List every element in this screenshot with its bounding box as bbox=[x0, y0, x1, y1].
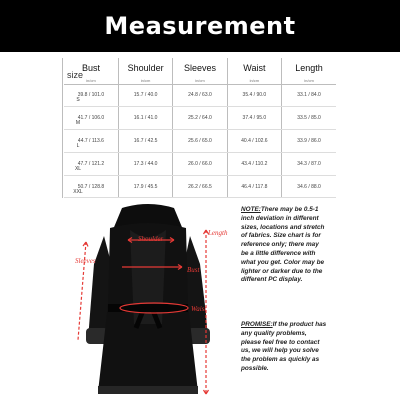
table-row bbox=[64, 107, 336, 130]
size-label: M bbox=[75, 120, 81, 126]
waist-label: Waist bbox=[191, 305, 207, 313]
table-cell: 40.4 / 102.6 bbox=[227, 130, 281, 153]
table-row bbox=[64, 130, 336, 153]
table-cell: 37.4 / 95.0 bbox=[227, 107, 281, 130]
table-cell: 25.6 / 65.0 bbox=[173, 130, 227, 153]
table-cell: 43.4 / 110.2 bbox=[227, 152, 281, 175]
note-label: NOTE: bbox=[241, 206, 261, 213]
table-cell: 26.0 / 66.0 bbox=[173, 152, 227, 175]
table-cell: 34.6 / 88.0 bbox=[282, 175, 336, 198]
page-title: Measurement bbox=[0, 0, 400, 52]
size-column-header: size bbox=[66, 70, 83, 80]
promise-label: PROMISE: bbox=[241, 321, 273, 328]
table-cell: 24.8 / 63.0 bbox=[173, 84, 227, 107]
bust-label: Bust bbox=[187, 266, 200, 274]
table-cell: 16.7 / 42.5 bbox=[118, 130, 172, 153]
table-cell: 50.7 / 128.8 bbox=[64, 175, 118, 198]
table-cell: 25.2 / 64.0 bbox=[173, 107, 227, 130]
table-cell: 35.4 / 90.0 bbox=[227, 84, 281, 107]
size-label: XL bbox=[74, 166, 82, 172]
table-cell: 26.2 / 66.5 bbox=[173, 175, 227, 198]
unit-label: in/cm bbox=[227, 78, 281, 84]
length-label: Length bbox=[208, 229, 228, 237]
unit-label: in/cm bbox=[282, 78, 336, 84]
promise-text: If the product has any quality problems, please feel free to contact us, we will help you solve the problem as quickly as possible. bbox=[241, 321, 327, 372]
size-deviation-note bbox=[241, 206, 327, 285]
table-cell: 17.9 / 45.5 bbox=[118, 175, 172, 198]
table-cell: 46.4 / 117.8 bbox=[227, 175, 281, 198]
size-chart-table bbox=[64, 58, 336, 198]
column-header-waist: Waist bbox=[227, 58, 281, 78]
quality-promise bbox=[241, 321, 327, 374]
table-row bbox=[64, 175, 336, 198]
size-column-divider bbox=[62, 58, 63, 198]
table-cell: 34.3 / 87.0 bbox=[282, 152, 336, 175]
column-header-length: Length bbox=[295, 63, 323, 73]
table-header-row bbox=[64, 58, 336, 78]
sleeves-label: Sleeves bbox=[75, 257, 96, 265]
table-cell: 15.7 / 40.0 bbox=[118, 84, 172, 107]
unit-label: in/cm bbox=[118, 78, 172, 84]
shoulder-label: Shoulder bbox=[138, 235, 164, 243]
table-row bbox=[64, 152, 336, 175]
table-cell: 47.7 / 121.2 bbox=[64, 152, 118, 175]
unit-label: in/cm bbox=[173, 78, 227, 84]
size-label: L bbox=[76, 143, 80, 149]
column-header-shoulder: Shoulder bbox=[118, 58, 172, 78]
column-header-bust: Bust bbox=[64, 58, 118, 78]
column-header-sleeves: Sleeves bbox=[173, 58, 227, 78]
size-label: XXL bbox=[73, 189, 83, 195]
table-cell: 33.5 / 85.0 bbox=[282, 107, 336, 130]
unit-label: in/cm bbox=[64, 78, 118, 84]
table-cell: 39.8 / 101.0 bbox=[64, 84, 118, 107]
size-label: S bbox=[76, 97, 80, 103]
hem-trim bbox=[98, 386, 198, 394]
table-row bbox=[64, 84, 336, 107]
table-cell: 44.7 / 113.6 bbox=[64, 130, 118, 153]
table-cell: 17.3 / 44.0 bbox=[118, 152, 172, 175]
table-cell: 33.9 / 86.0 bbox=[282, 130, 336, 153]
table-cell: 33.1 / 84.0 bbox=[282, 84, 336, 107]
table-cell: 16.1 / 41.0 bbox=[118, 107, 172, 130]
note-text: There may be 0.5-1 inch deviation in different sizes, locations and stretch of fabrics. Size chart is for reference only; there may be a little difference with what you get. Color may be lighter or darker due to the different PC display. bbox=[241, 206, 325, 284]
table-cell: 41.7 / 106.0 bbox=[64, 107, 118, 130]
